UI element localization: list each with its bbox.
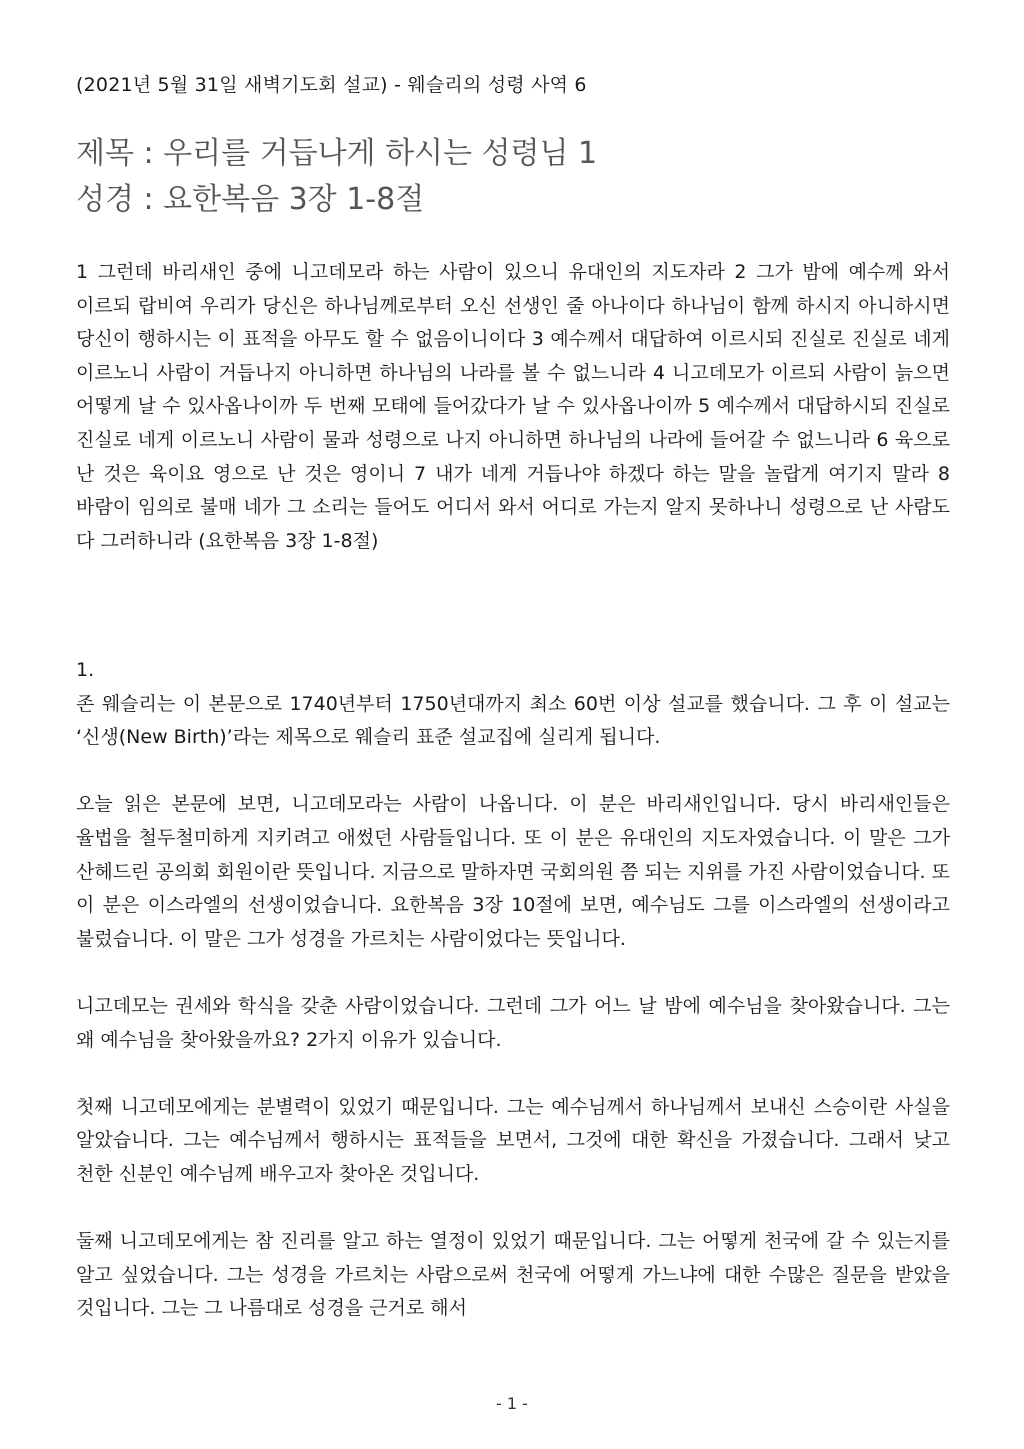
paragraph: 오늘 읽은 본문에 보면, 니고데모라는 사람이 나옵니다. 이 분은 바리새인입니다. 당시 바리새인들은 율법을 철두철미하게 지키려고 애썼던 사람들입니다. 또 이 분은 유대인의 지도자였습니다. 이 말은 그가 산헤드린 공의회 회원이란 뜻입니다. 지금으로 말하자면 국회의원 쯤 되는 지위를 가진 사람이었습니다. 또 이 분은 이스라엘의 선생이었습니다. 요한복음 3장 10절에 보면, 예수님도 그를 이스라엘의 선생이라고 불렀습니다. 이 말은 그가 성경을 가르치는 사람이었다는 뜻입니다. xyxy=(76,793,950,950)
sermon-body xyxy=(76,654,950,1359)
page-number: - 1 - xyxy=(496,1394,528,1413)
scripture-passage: 1 그런데 바리새인 중에 니고데모라 하는 사람이 있으니 유대인의 지도자라 2 그가 밤에 예수께 와서 이르되 랍비여 우리가 당신은 하나님께로부터 오신 선생인 줄 아나이다 하나님이 함께 하시지 아니하시면 당신이 행하시는 이 표적을 아무도 할 수 없음이니이다 3 예수께서 대답하여 이르시되 진실로 진실로 네게 이르노니 사람이 거듭나지 아니하면 하나님의 나라를 볼 수 없느니라 4 니고데모가 이르되 사람이 늙으면 어떻게 날 수 있사옵나이까 두 번째 모태에 들어갔다가 날 수 있사옵나이까 5 예수께서 대답하시되 진실로 진실로 네게 이르노니 사람이 물과 성령으로 나지 아니하면 하나님의 나라에 들어갈 수 없느니라 6 육으로 난 것은 육이요 영으로 난 것은 영이니 7 내가 네게 거듭나야 하겠다 하는 말을 놀랍게 여기지 말라 8 바람이 임의로 불매 네가 그 소리는 들어도 어디서 와서 어디로 가는지 알지 못하나니 성령으로 난 사람도 다 그러하니라 (요한복음 3장 1-8절) xyxy=(76,261,950,552)
title-block xyxy=(76,131,597,223)
paragraph: 첫째 니고데모에게는 분별력이 있었기 때문입니다. 그는 예수님께서 하나님께서 보내신 스승이란 사실을 알았습니다. 그는 예수님께서 행하시는 표적들을 보면서, 그것에 대한 확신을 가졌습니다. 그래서 낮고 천한 신분인 예수님께 배우고자 찾아온 것입니다. xyxy=(76,1095,950,1185)
paragraph: 존 웨슬리는 이 본문으로 1740년부터 1750년대까지 최소 60번 이상 설교를 했습니다. 그 후 이 설교는 ‘신생(New Birth)’라는 제목으로 웨슬리 표준 설교집에 실리게 됩니다. xyxy=(76,692,950,749)
sermon-title: 제목 : 우리를 거듭나게 하시는 성령님 1 xyxy=(76,136,598,171)
paragraph: 둘째 니고데모에게는 참 진리를 알고 하는 열정이 있었기 때문입니다. 그는 어떻게 천국에 갈 수 있는지를 알고 싶었습니다. 그는 성경을 가르치는 사람으로써 천국에 어떻게 가느냐에 대한 수많은 질문을 받았을 것입니다. 그는 그 나름대로 성경을 근거로 해서 xyxy=(76,1230,950,1320)
section-number: 1. xyxy=(76,659,95,681)
scripture-reference: 성경 : 요한복음 3장 1-8절 xyxy=(76,182,425,217)
paragraph: 니고데모는 권세와 학식을 갖춘 사람이었습니다. 그런데 그가 어느 날 밤에 예수님을 찾아왔습니다. 그는 왜 예수님을 찾아왔을까요? 2가지 이유가 있습니다. xyxy=(76,994,950,1051)
sermon-header: (2021년 5월 31일 새벽기도회 설교) - 웨슬리의 성령 사역 6 xyxy=(76,74,587,96)
